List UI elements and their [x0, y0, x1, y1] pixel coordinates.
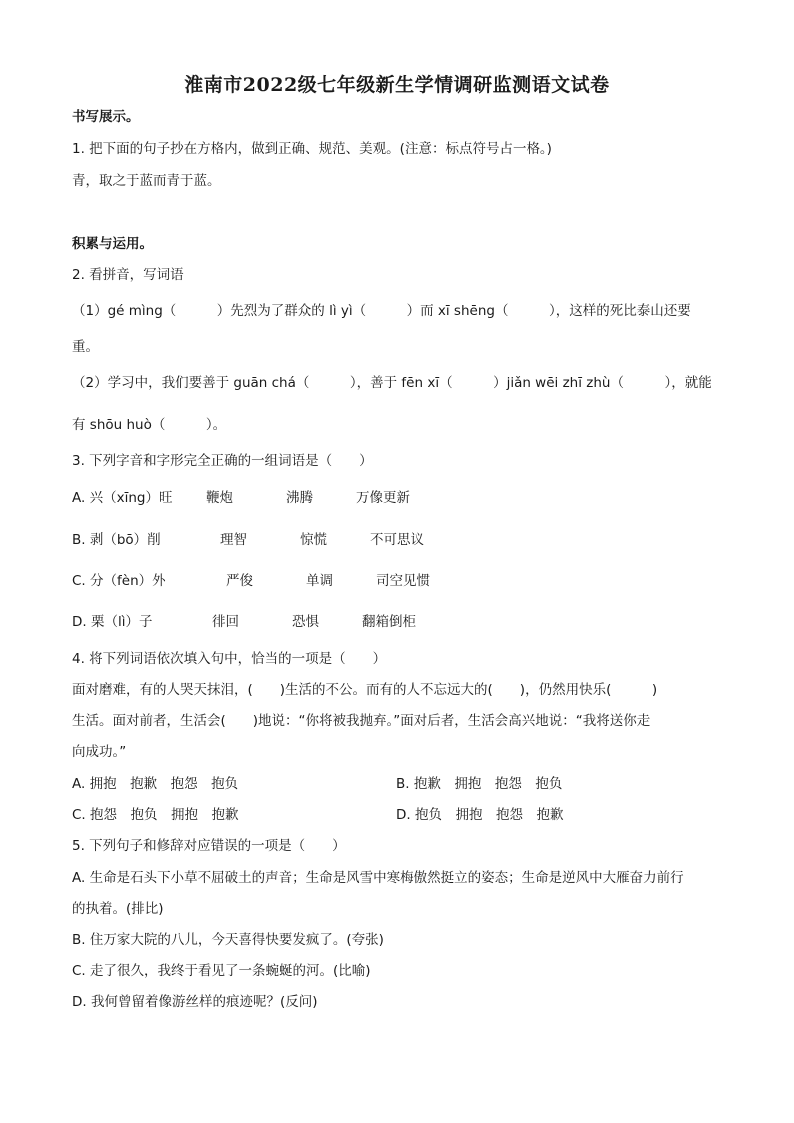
question-5-option-c: C. 走了很久，我终于看见了一条蜿蜒的河。(比喻) — [72, 963, 371, 979]
question-2-stem: 2. 看拼音，写词语 — [72, 267, 184, 283]
question-3-option-d — [72, 613, 416, 631]
section-header-accumulation: 积累与运用。 — [72, 236, 153, 252]
question-1-sentence: 青，取之于蓝而青于蓝。 — [72, 173, 221, 189]
option-word: 理智 — [220, 532, 247, 548]
question-4-option-d: D. 抱负 拥抱 抱怨 抱歉 — [396, 807, 564, 823]
option-word: 鞭炮 — [206, 490, 233, 506]
question-4-option-a: A. 拥抱 抱歉 抱怨 抱负 — [72, 776, 239, 792]
question-4-passage-2: 生活。面对前者，生活会( )地说：“你将被我抛弃。”面对后者，生活会高兴地说：“我将送你走 — [72, 713, 651, 729]
option-word: 不可思议 — [370, 532, 424, 548]
option-word: 万像更新 — [356, 490, 410, 506]
exam-title: 淮南市2022级七年级新生学情调研监测语文试卷 — [184, 74, 610, 96]
question-2-line1: （1）gé mìng（ ）先烈为了群众的 lì yì（ ）而 xī shēng（ ），这样的死比泰山还要 — [72, 303, 691, 319]
section-header-writing: 书写展示。 — [72, 109, 140, 125]
question-5-option-a-line2: 的执着。(排比) — [72, 901, 164, 917]
question-4-option-c: C. 抱怨 抱负 拥抱 抱歉 — [72, 807, 239, 823]
option-word: C. 分（fèn）外 — [72, 573, 166, 589]
option-word: D. 栗（lì）子 — [72, 614, 153, 630]
option-word: 严俊 — [226, 573, 253, 589]
option-word: 惊慌 — [300, 532, 327, 548]
question-4-passage-1: 面对磨难，有的人哭天抹泪，( )生活的不公。而有的人不忘远大的( )，仍然用快乐( ) — [72, 682, 658, 698]
option-word: 恐惧 — [292, 614, 319, 630]
question-5-option-d: D. 我何曾留着像游丝样的痕迹呢？(反问) — [72, 994, 318, 1010]
question-4-passage-3: 向成功。” — [72, 744, 127, 760]
question-2-line4: 有 shōu huò（ ）。 — [72, 417, 227, 433]
question-4-option-b: B. 抱歉 拥抱 抱怨 抱负 — [396, 776, 563, 792]
question-5-option-b: B. 住万家大院的八儿，今天喜得快要发疯了。(夸张) — [72, 932, 384, 948]
question-3-option-c — [72, 572, 430, 590]
option-word: B. 剥（bō）削 — [72, 532, 161, 548]
option-word: 司空见惯 — [376, 573, 430, 589]
option-word: 徘回 — [212, 614, 239, 630]
question-5-option-a-line1: A. 生命是石头下小草不屈破土的声音；生命是风雪中寒梅傲然挺立的姿态；生命是逆风中大雁奋力前行 — [72, 870, 684, 886]
question-3-stem: 3. 下列字音和字形完全正确的一组词语是（ ） — [72, 453, 373, 469]
question-2-line2: 重。 — [72, 339, 99, 355]
question-2-line3: （2）学习中，我们要善于 guān chá（ ），善于 fēn xī（ ）jiǎn wēi zhī zhù（ ），就能 — [72, 375, 712, 391]
question-3-option-a — [72, 489, 410, 507]
option-word: 沸腾 — [286, 490, 313, 506]
question-3-option-b — [72, 531, 424, 549]
option-word: A. 兴（xīng）旺 — [72, 490, 173, 506]
option-word: 翻箱倒柜 — [362, 614, 416, 630]
option-word: 单调 — [306, 573, 333, 589]
question-4-stem: 4. 将下列词语依次填入句中，恰当的一项是（ ） — [72, 651, 387, 667]
question-5-stem: 5. 下列句子和修辞对应错误的一项是（ ） — [72, 838, 346, 854]
question-1-text: 1. 把下面的句子抄在方格内，做到正确、规范、美观。(注意：标点符号占一格。) — [72, 141, 552, 157]
